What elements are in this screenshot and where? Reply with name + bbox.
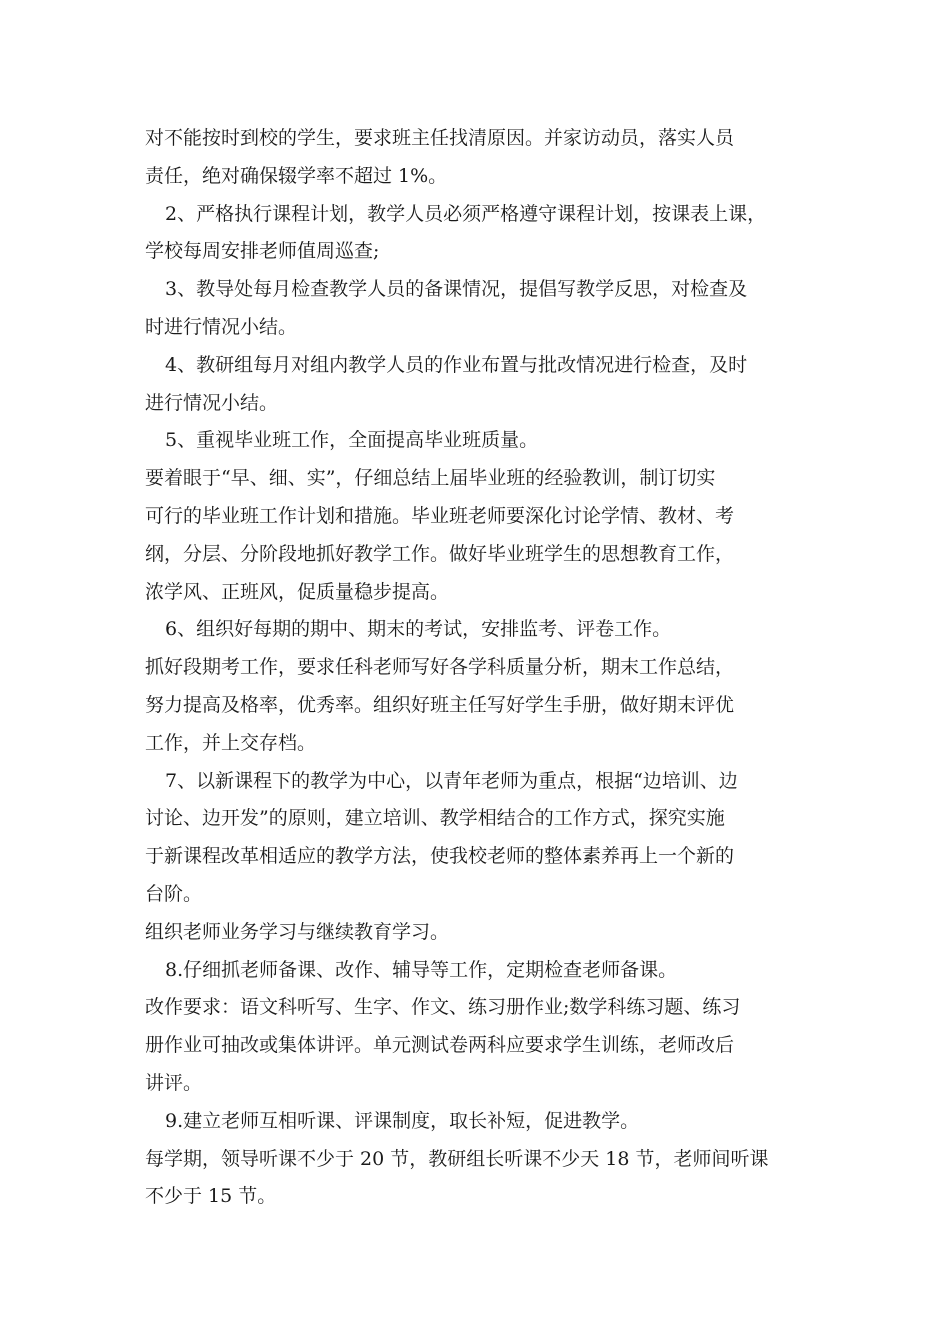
text-line: 册作业可抽改或集体讲评。单元测试卷两科应要求学生训练，老师改后 bbox=[145, 1034, 735, 1057]
document-body bbox=[145, 120, 825, 1216]
text-line: 对不能按时到校的学生，要求班主任找清原因。并家访动员，落实人员 bbox=[145, 127, 735, 149]
text-line: 可行的毕业班工作计划和措施。毕业班老师要深化讨论学情、教材、考 bbox=[145, 504, 735, 527]
text-line: 工作，并上交存档。 bbox=[145, 731, 317, 754]
text-line: 台阶。 bbox=[145, 882, 203, 905]
text-line: 9.建立老师互相听课、评课制度，取长补短，促进教学。 bbox=[165, 1109, 640, 1132]
text-line: 努力提高及格率，优秀率。组织好班主任写好学生手册，做好期末评优 bbox=[145, 693, 735, 716]
text-line: 纲，分层、分阶段地抓好教学工作。做好毕业班学生的思想教育工作， bbox=[145, 542, 735, 565]
text-line: 8.仔细抓老师备课、改作、辅导等工作，定期检查老师备课。 bbox=[165, 958, 678, 981]
text-line: 责任，绝对确保辍学率不超过 1%。 bbox=[145, 164, 448, 187]
text-line: 进行情况小结。 bbox=[145, 391, 279, 414]
text-line: 要着眼于“早、细、实”，仔细总结上届毕业班的经验教训，制订切实 bbox=[145, 467, 716, 490]
text-line: 组织老师业务学习与继续教育学习。 bbox=[145, 920, 450, 943]
text-line: 不少于 15 节。 bbox=[145, 1185, 277, 1208]
text-line: 讨论、边开发”的原则，建立培训、教学相结合的工作方式，探究实施 bbox=[145, 807, 725, 830]
text-line: 时进行情况小结。 bbox=[145, 315, 298, 338]
text-line: 6、组织好每期的期中、期末的考试，安排监考、评卷工作。 bbox=[165, 618, 672, 641]
text-line: 于新课程改革相适应的教学方法，使我校老师的整体素养再上一个新的 bbox=[145, 845, 735, 868]
text-line: 浓学风、正班风，促质量稳步提高。 bbox=[145, 580, 450, 603]
text-line: 抓好段期考工作，要求任科老师写好各学科质量分析，期末工作总结， bbox=[145, 656, 735, 679]
text-line: 讲评。 bbox=[145, 1071, 203, 1094]
text-line: 5、重视毕业班工作，全面提高毕业班质量。 bbox=[165, 429, 539, 452]
text-line: 学校每周安排老师值周巡查; bbox=[145, 240, 380, 263]
text-line: 4、教研组每月对组内教学人员的作业布置与批改情况进行检查，及时 bbox=[165, 353, 748, 376]
text-line: 3、教导处每月检查教学人员的备课情况，提倡写教学反思，对检查及 bbox=[165, 278, 748, 301]
text-line: 每学期，领导听课不少于 20 节，教研组长听课不少天 18 节，老师间听课 bbox=[145, 1147, 769, 1170]
text-line: 2、严格执行课程计划，教学人员必须严格遵守课程计划，按课表上课， bbox=[165, 202, 767, 225]
text-line: 7、以新课程下的教学为中心，以青年老师为重点，根据“边培训、边 bbox=[165, 769, 738, 792]
text-line: 改作要求：语文科听写、生字、作文、练习册作业;数学科练习题、练习 bbox=[145, 996, 741, 1019]
